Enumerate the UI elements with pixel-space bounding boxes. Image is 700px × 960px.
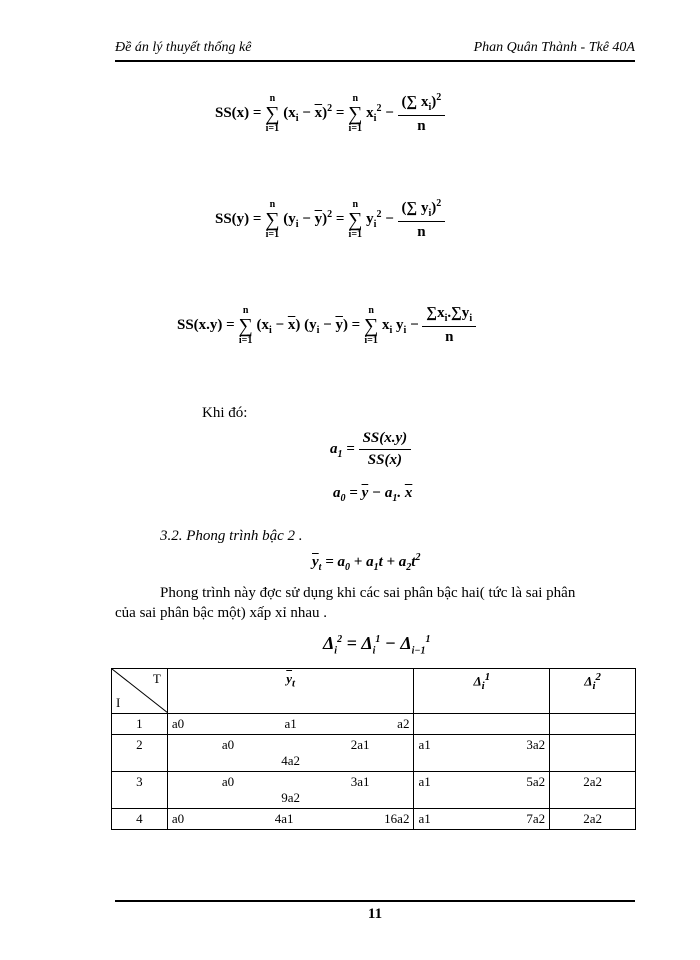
header-left-title: Đề án lý thuyết thống kê <box>115 40 252 55</box>
row-index: 2 <box>112 735 168 772</box>
page-number: 11 <box>367 906 383 922</box>
cell-delta1: a1 3a2 <box>414 735 550 772</box>
page-header <box>115 40 635 62</box>
formula-quadratic: $\overline{y}_t = a_0 + a_1t + a_2t^2$ <box>312 552 421 573</box>
cell-delta1 <box>414 714 550 735</box>
cell-delta2: 2a2 <box>550 809 636 830</box>
cell-yt: a0 4a1 16a2 <box>167 809 414 830</box>
row-index: 3 <box>112 772 168 809</box>
formula-delta: $\Delta_i^2 = \Delta_i^1 - \Delta_{i-1}^1$ <box>323 633 431 657</box>
row-index: 4 <box>112 809 168 830</box>
row-index: 1 <box>112 714 168 735</box>
formula-a0: $a_0 = \overline{y} - a_1$. $\overline{x}$ <box>333 485 413 504</box>
corner-bottom-label: I <box>116 695 121 710</box>
formula-ss-x: SS(x) = n ∑ i=1 $(x_i - \overline{x})^2$ = n ∑ i=1 $x_i^2$ − $\frac{(\sum x_i)^2}{n}$ <box>215 92 445 135</box>
corner-top-label: T <box>152 671 161 686</box>
table-row <box>112 714 636 735</box>
paragraph-line-2: của sai phân bậc một) xấp xỉ nhau . <box>115 605 328 621</box>
paragraph-line-1: Phong trình này đợc sử dụng khi các sai phân bậc hai( tức là sai phân <box>160 585 576 601</box>
header-yt: $\overline{y}_t$ <box>167 669 414 714</box>
difference-table <box>111 668 636 830</box>
cell-delta2 <box>550 714 636 735</box>
table-row <box>112 809 636 830</box>
header-delta1: $\Delta_i^1$ <box>414 669 550 714</box>
cell-delta2: 2a2 <box>550 772 636 809</box>
table-header-row <box>112 669 636 714</box>
cell-delta2 <box>550 735 636 772</box>
header-delta2: $\Delta_i^2$ <box>550 669 636 714</box>
cell-yt: a0 3a1 9a2 <box>167 772 414 809</box>
cell-yt: a0 a1 a2 <box>167 714 414 735</box>
table-row <box>112 735 636 772</box>
corner-cell <box>112 669 168 714</box>
cell-yt: a0 2a1 4a2 <box>167 735 414 772</box>
header-right-author: Phan Quân Thành - Tkê 40A <box>473 40 635 55</box>
formula-ss-xy: SS(x.y) = n ∑ i=1 $(x_i - \overline{x}) (y_i - \overline{y})$ = n ∑ i=1 $x_i$ $y_i$ − $\frac{\sum x_i.\sum y_i}{n}$ <box>177 305 476 346</box>
formula-a1: $a_1$ = $\frac{SS(x.y)}{SS(x)}$ <box>330 430 411 469</box>
page-footer <box>115 900 635 923</box>
cell-delta1: a1 7a2 <box>414 809 550 830</box>
cell-delta1: a1 5a2 <box>414 772 550 809</box>
formula-ss-y: SS(y) = n ∑ i=1 $(y_i - \overline{y})^2$ = n ∑ i=1 $y_i^2$ − $\frac{(\sum y_i)^2}{n}$ <box>215 198 445 241</box>
khi-do-label: Khi đó: <box>202 405 248 421</box>
table-row <box>112 772 636 809</box>
section-title: 3.2. Phong trình bậc 2 . <box>160 528 303 544</box>
